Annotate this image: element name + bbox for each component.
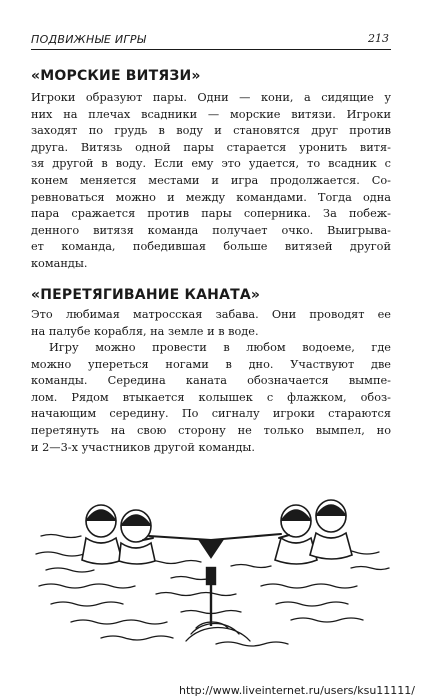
text-line: Это любимая матросская забава. Они проводят ее: [31, 308, 391, 321]
text-line: команды.: [31, 256, 88, 270]
text-line: денного витязя команда получает очко. Выигрыва-: [31, 223, 391, 237]
section-body-tug-of-war: [31, 340, 391, 456]
text-line: заходят по грудь в воду и становятся друг против: [31, 124, 391, 138]
text-line: на палубе корабля, на земле и в воде.: [31, 324, 259, 338]
page-number: 213: [368, 32, 389, 45]
text-line: ревноваться можно и между командами. Тогда одна: [31, 190, 391, 204]
section-title-tug-of-war: «ПЕРЕТЯГИВАНИЕ КАНАТА»: [31, 287, 261, 303]
section-title-sea-knights: «МОРСКИЕ ВИТЯЗИ»: [31, 68, 201, 84]
running-title: ПОДВИЖНЫЕ ИГРЫ: [31, 33, 147, 46]
text-line: них на плечах всадники — морские витязи. Игроки: [31, 107, 391, 121]
text-line: перетянуть на свою сторону не только вымпел, но: [31, 423, 391, 437]
text-line: можно упереться ногами в дно. Участвуют две: [31, 357, 391, 371]
text-line: Игроки образуют пары. Одни — кони, а сидящие у: [31, 91, 391, 104]
text-line: друга. Витязь одной пары старается уронить витя-: [31, 140, 391, 154]
text-line: конем меняется местами и игра продолжается. Со-: [31, 173, 391, 187]
source-watermark: http://www.liveinternet.ru/users/ksu11111/: [179, 684, 415, 697]
text-line: Игру можно провести в любом водоеме, где: [49, 341, 391, 354]
tug-of-war-illustration: [31, 466, 391, 666]
text-line: лом. Рядом втыкается колышек с флажком, обоз-: [31, 390, 391, 404]
section-body-sea-knights: [31, 90, 391, 273]
text-line: и 2—3-х участников другой команды.: [31, 440, 255, 454]
section-intro-tug-of-war: [31, 307, 391, 340]
page-header: [31, 31, 391, 50]
text-line: пара сражается против пары соперника. За побеж-: [31, 207, 391, 221]
text-line: зя другой в воду. Если ему это удается, то всадник с: [31, 157, 391, 171]
text-line: ет команда, победившая больше витязей другой: [31, 240, 391, 254]
text-line: команды. Середина каната обозначается вымпе-: [31, 374, 391, 388]
text-line: начающим середину. По сигналу игроки стараются: [31, 407, 391, 421]
